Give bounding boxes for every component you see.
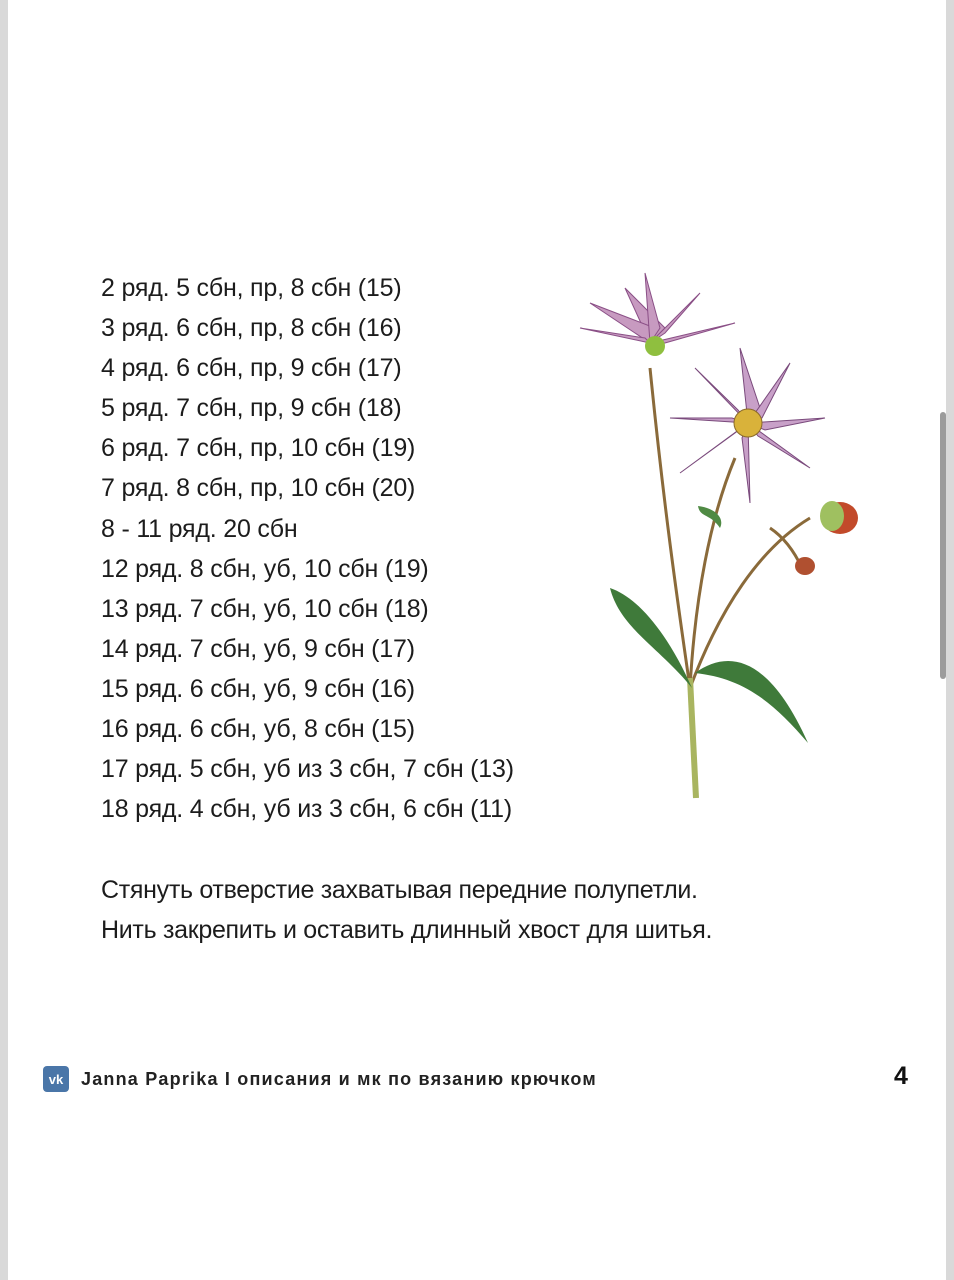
row-line: 2 ряд. 5 сбн, пр, 8 сбн (15) xyxy=(101,274,402,302)
row-line: 6 ряд. 7 сбн, пр, 10 сбн (19) xyxy=(101,434,416,463)
row-line: 17 ряд. 5 сбн, уб из 3 сбн, 7 сбн (13) xyxy=(101,755,514,784)
paragraph-line: Стянуть отверстие захватывая передние полупетли. xyxy=(101,876,698,904)
row-line: 3 ряд. 6 сбн, пр, 8 сбн (16) xyxy=(101,314,402,343)
instructions-paragraph xyxy=(101,870,712,950)
flower-illustration xyxy=(570,268,870,803)
row-line: 8 - 11 ряд. 20 сбн xyxy=(101,514,298,543)
row-line: 4 ряд. 6 сбн, пр, 9 сбн (17) xyxy=(101,354,402,383)
row-line: 13 ряд. 7 сбн, уб, 10 сбн (18) xyxy=(101,594,429,623)
paragraph-line: Нить закрепить и оставить длинный хвост для шитья. xyxy=(101,916,713,944)
flower-top xyxy=(580,273,735,343)
row-line: 18 ряд. 4 сбн, уб из 3 сбн, 6 сбн (11) xyxy=(101,795,512,824)
row-line: 7 ряд. 8 сбн, пр, 10 сбн (20) xyxy=(101,474,416,503)
row-line: 12 ряд. 8 сбн, уб, 10 сбн (19) xyxy=(101,554,429,583)
footer xyxy=(43,1066,597,1092)
row-list xyxy=(101,268,514,829)
row-line: 16 ряд. 6 сбн, уб, 8 сбн (15) xyxy=(101,715,415,744)
row-line: 15 ряд. 6 сбн, уб, 9 сбн (16) xyxy=(101,674,415,703)
document-page xyxy=(8,0,946,1280)
row-line: 5 ряд. 7 сбн, пр, 9 сбн (18) xyxy=(101,394,402,423)
row-line: 14 ряд. 7 сбн, уб, 9 сбн (17) xyxy=(101,634,415,663)
footer-text: Janna Paprika I описания и мк по вязанию крючком xyxy=(81,1068,597,1089)
scrollbar[interactable] xyxy=(940,412,946,679)
vk-logo-icon: vk xyxy=(43,1066,69,1092)
page-number: 4 xyxy=(894,1062,908,1090)
